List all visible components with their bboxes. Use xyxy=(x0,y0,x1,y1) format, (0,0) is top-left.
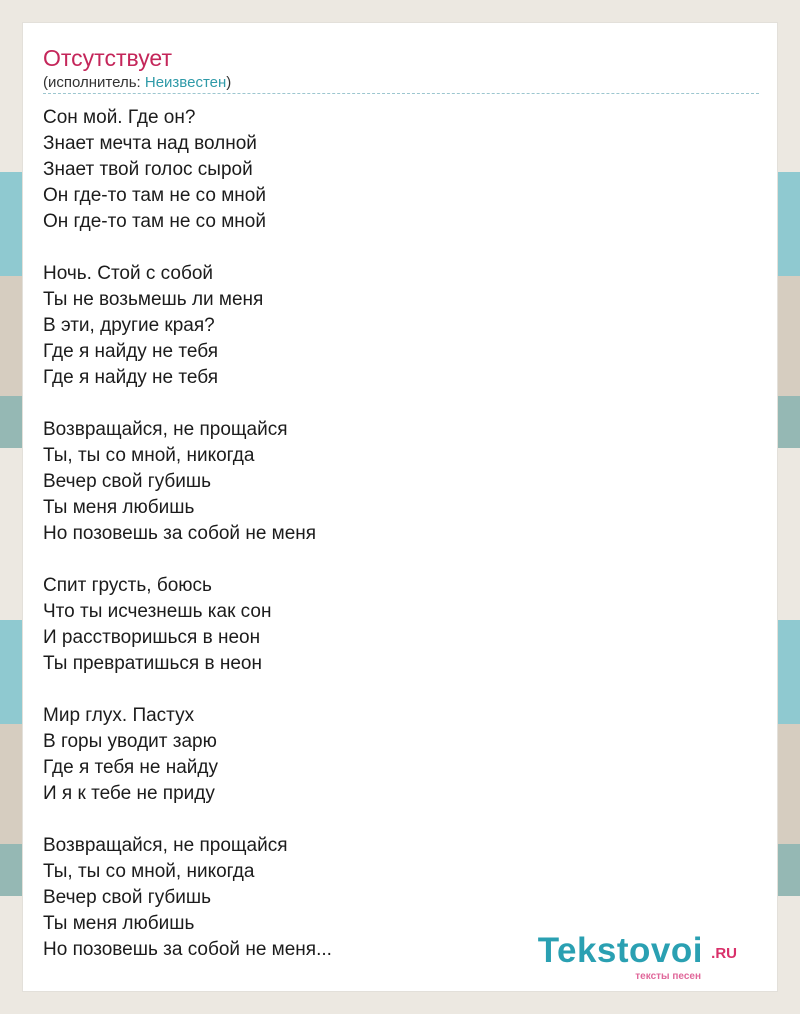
lyrics-text xyxy=(43,105,743,963)
artist-suffix: ) xyxy=(226,74,232,91)
lyrics-stanza xyxy=(43,417,743,547)
lyrics-line: Ты меня любишь xyxy=(43,497,195,518)
lyrics-line: Он где-то там не со мной xyxy=(43,211,266,232)
lyrics-line: Но позовешь за собой не меня... xyxy=(43,939,332,960)
lyrics-line: Но позовешь за собой не меня xyxy=(43,523,317,544)
artist-link[interactable]: Неизвестен xyxy=(144,74,227,91)
lyrics-stanza xyxy=(43,261,743,391)
lyrics-line: Где я найду не тебя xyxy=(43,341,218,362)
lyrics-line: И расстворишься в неон xyxy=(43,627,261,648)
lyrics-line: В эти, другие края? xyxy=(43,315,215,336)
artist-prefix: (исполнитель: xyxy=(43,74,145,91)
lyrics-line: Ты, ты со мной, никогда xyxy=(43,861,255,882)
lyrics-line: Ты превратишься в неон xyxy=(43,653,262,674)
song-title: Отсутствует xyxy=(43,45,172,71)
lyrics-line: И я к тебе не приду xyxy=(43,783,215,804)
lyrics-line: Он где-то там не со мной xyxy=(43,185,266,206)
lyrics-line: В горы уводит зарю xyxy=(43,731,217,752)
lyrics-line: Ты, ты со мной, никогда xyxy=(43,445,255,466)
lyrics-card xyxy=(22,22,778,992)
lyrics-line: Ты не возьмешь ли меня xyxy=(43,289,264,310)
lyrics-line: Знает твой голос сырой xyxy=(43,159,253,180)
lyrics-line: Возвращайся, не прощайся xyxy=(43,835,288,856)
title-divider xyxy=(43,93,759,94)
lyrics-stanza xyxy=(43,703,743,807)
lyrics-line: Мир глух. Пастух xyxy=(43,705,195,726)
lyrics-stanza xyxy=(43,105,743,235)
lyrics-line: Вечер свой губишь xyxy=(43,471,212,492)
lyrics-line: Ты меня любишь xyxy=(43,913,195,934)
lyrics-line: Вечер свой губишь xyxy=(43,887,212,908)
lyrics-line: Возвращайся, не прощайся xyxy=(43,419,288,440)
lyrics-line: Спит грусть, боюсь xyxy=(43,575,212,596)
lyrics-line: Знает мечта над волной xyxy=(43,133,257,154)
lyrics-line: Сон мой. Где он? xyxy=(43,107,196,128)
logo-tld: .RU xyxy=(711,945,737,962)
lyrics-line: Где я найду не тебя xyxy=(43,367,218,388)
lyrics-line: Что ты исчезнешь как сон xyxy=(43,601,272,622)
site-logo[interactable] xyxy=(529,927,749,991)
lyrics-line: Где я тебя не найду xyxy=(43,757,218,778)
logo-subtitle: тексты песен xyxy=(635,971,701,982)
logo-wordmark: Tekstovoi xyxy=(537,931,703,970)
lyrics-line: Ночь. Стой с собой xyxy=(43,263,214,284)
lyrics-stanza xyxy=(43,573,743,677)
artist-line xyxy=(43,74,231,91)
